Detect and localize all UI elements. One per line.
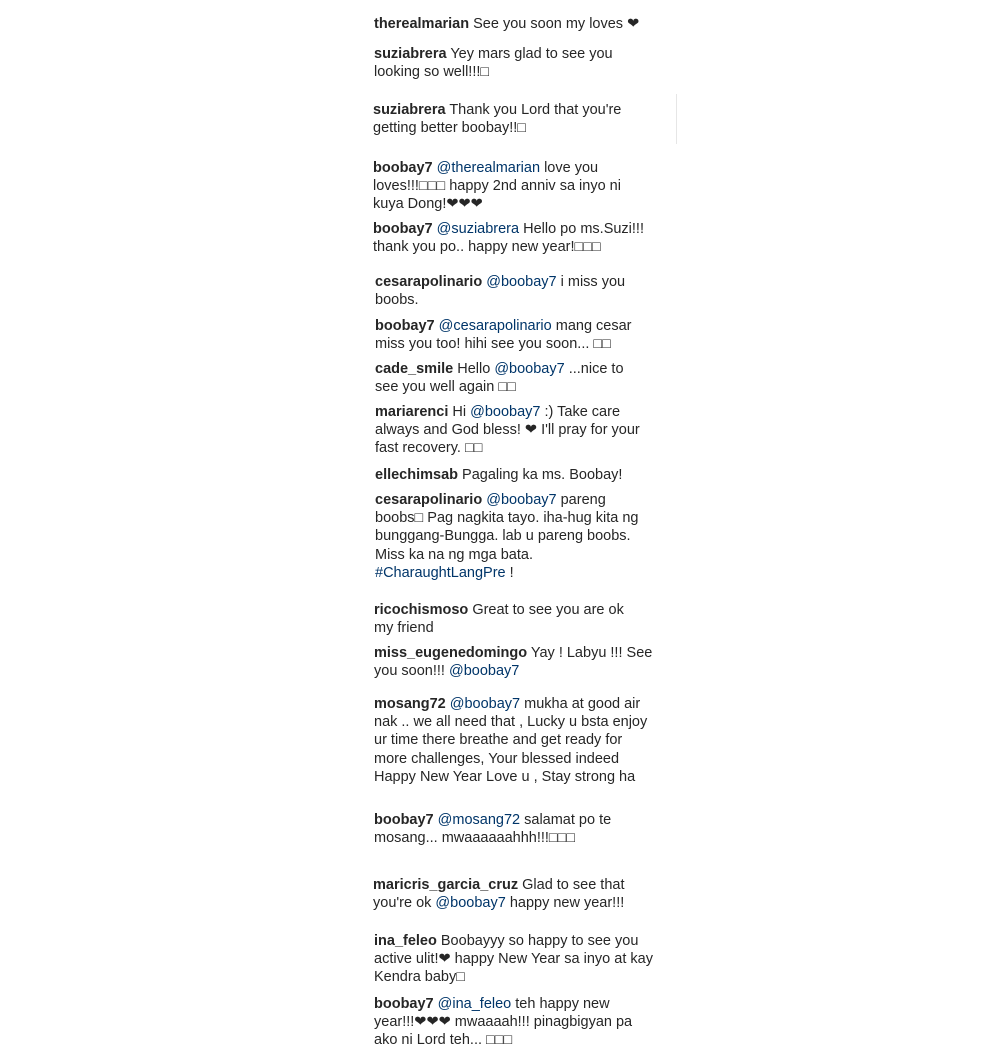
comment-mention-link[interactable]: @ina_feleo bbox=[437, 996, 512, 1012]
comment-text: ...nice to see you well again □□ bbox=[375, 361, 624, 396]
comment-mention-link[interactable]: @suziabrera bbox=[436, 221, 520, 237]
comment-text: Hi bbox=[452, 404, 467, 420]
comment-username[interactable]: maricris_garcia_cruz bbox=[373, 877, 519, 893]
comment-text: happy new year!!! bbox=[509, 895, 625, 912]
comment-item bbox=[375, 317, 647, 353]
comment-text: See you soon my loves ❤ bbox=[473, 16, 640, 32]
comment-text: Yey mars glad to see you looking so well!!!□ bbox=[374, 46, 613, 81]
comment-username[interactable]: boobay7 bbox=[375, 318, 435, 334]
comment-mention-link[interactable]: @boobay7 bbox=[448, 663, 520, 680]
comment-text: teh happy new year!!!❤❤❤ mwaaaah!!! pinagbigyan pa ako ni Lord teh... □□□ bbox=[374, 996, 633, 1049]
comment-text: Glad to see that you're ok bbox=[373, 877, 625, 912]
comment-item bbox=[374, 45, 644, 81]
comment-item bbox=[375, 491, 640, 582]
comment-item bbox=[373, 220, 658, 256]
comment-text: Yay ! Labyu !!! See you soon!!! bbox=[374, 645, 653, 680]
comment-item bbox=[373, 876, 643, 912]
comment-mention-link[interactable]: @mosang72 bbox=[437, 812, 521, 828]
comment-text: Great to see you are ok my friend bbox=[374, 602, 624, 637]
comment-username[interactable]: suziabrera bbox=[373, 102, 446, 118]
comment-item bbox=[373, 159, 648, 214]
comment-text: mang cesar miss you too! hihi see you soon... □□ bbox=[375, 318, 632, 353]
comment-item bbox=[375, 403, 660, 458]
comment-text: i miss you boobs. bbox=[375, 274, 626, 309]
comment-text: Pagaling ka ms. Boobay! bbox=[462, 467, 623, 483]
comment-username[interactable]: cesarapolinario bbox=[375, 274, 483, 290]
comment-username[interactable]: suziabrera bbox=[374, 46, 447, 62]
comment-text: mukha at good air nak .. we all need that , Lucky u bsta enjoy ur time there breathe and get ready for more challenges, Your blessed indeed Happy New Year Love u , Stay strong ha bbox=[374, 696, 648, 785]
comment-item bbox=[374, 601, 639, 637]
comment-username[interactable]: therealmarian bbox=[374, 16, 470, 32]
comment-username[interactable]: cesarapolinario bbox=[375, 492, 483, 508]
comment-mention-link[interactable]: @cesarapolinario bbox=[438, 318, 552, 334]
comment-username[interactable]: cade_smile bbox=[375, 361, 454, 377]
comment-username[interactable]: ellechimsab bbox=[375, 467, 459, 483]
comment-item bbox=[374, 811, 644, 847]
comment-mention-link[interactable]: @therealmarian bbox=[436, 160, 541, 176]
comment-text: Boobayyy so happy to see you active ulit!❤ happy New Year sa inyo at kay Kendra baby□ bbox=[374, 933, 653, 986]
comment-text: Thank you Lord that you're getting better boobay!!□ bbox=[373, 102, 622, 137]
comment-item bbox=[374, 695, 659, 786]
comment-username[interactable]: mariarenci bbox=[375, 404, 449, 420]
comment-username[interactable]: miss_eugenedomingo bbox=[374, 645, 528, 661]
comment-username[interactable]: ina_feleo bbox=[374, 933, 437, 949]
comment-text: pareng boobs□ Pag nagkita tayo. iha-hug kita ng bunggang-Bungga. lab u pareng boobs. Miss ka na ng mga bata. bbox=[375, 492, 639, 563]
comment-item bbox=[375, 273, 640, 309]
comment-username[interactable]: boobay7 bbox=[374, 812, 434, 828]
comment-item bbox=[374, 932, 659, 987]
comment-item bbox=[373, 101, 648, 137]
comment-text: :) Take care always and God bless! ❤ I'll pray for your fast recovery. □□ bbox=[375, 404, 640, 457]
comment-item bbox=[375, 466, 645, 484]
comment-text: ! bbox=[509, 564, 514, 581]
comment-mention-link[interactable]: @boobay7 bbox=[470, 404, 541, 420]
comment-username[interactable]: mosang72 bbox=[374, 696, 446, 712]
comment-text: salamat po te mosang... mwaaaaaahhh!!!□□□ bbox=[374, 812, 612, 847]
comment-username[interactable]: ricochismoso bbox=[374, 602, 469, 618]
comment-text: Hello bbox=[457, 361, 491, 377]
scroll-divider bbox=[676, 94, 677, 144]
comment-text: love you loves!!!□□□ happy 2nd anniv sa inyo ni kuya Dong!❤❤❤ bbox=[373, 160, 621, 213]
comment-mention-link[interactable]: @boobay7 bbox=[494, 361, 565, 377]
comment-mention-link[interactable]: @boobay7 bbox=[486, 492, 557, 508]
comment-username[interactable]: boobay7 bbox=[373, 221, 433, 237]
comment-username[interactable]: boobay7 bbox=[373, 160, 433, 176]
comment-item bbox=[375, 360, 640, 396]
comment-item bbox=[374, 995, 649, 1050]
comment-mention-link[interactable]: @boobay7 bbox=[449, 696, 521, 712]
comment-username[interactable]: boobay7 bbox=[374, 996, 434, 1012]
comment-text: Hello po ms.Suzi!!! thank you po.. happy new year!□□□ bbox=[373, 221, 644, 256]
comment-mention-link[interactable]: @boobay7 bbox=[435, 895, 506, 912]
comment-item bbox=[374, 15, 664, 33]
comment-item bbox=[374, 644, 659, 680]
comment-mention-link[interactable]: @boobay7 bbox=[486, 274, 557, 290]
comment-hashtag-link[interactable]: #CharaughtLangPre bbox=[375, 564, 506, 581]
